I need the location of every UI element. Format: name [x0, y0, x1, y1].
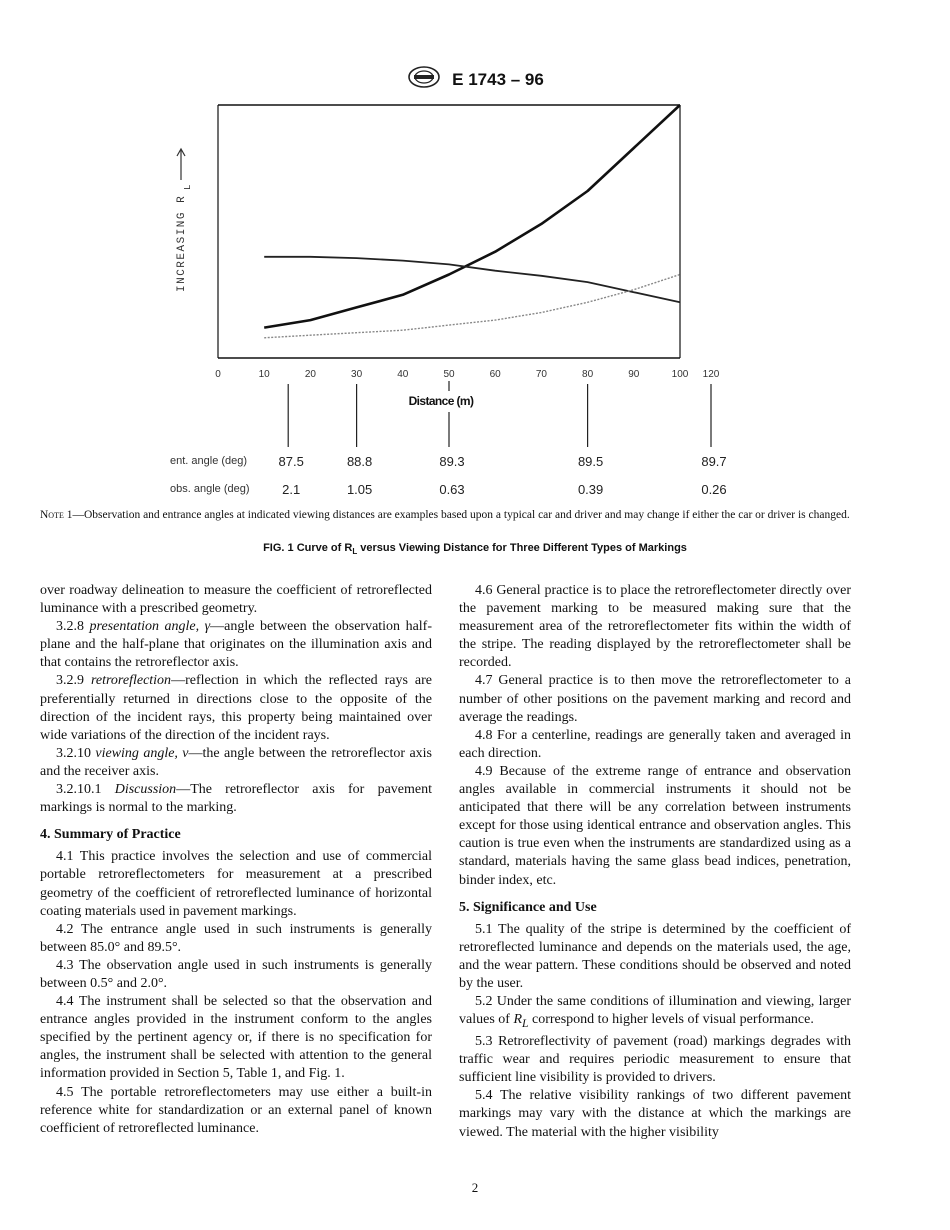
section-4-heading: 4. Summary of Practice [40, 827, 181, 843]
obs-angle-value: 2.1 [282, 482, 301, 497]
obs-angle-value: 0.63 [439, 482, 465, 497]
note-text: —Observation and entrance angles at indicated viewing distances are examples based upon a typical car and driver and may change if either the car or driver is changed. [72, 509, 850, 521]
note-label: Note 1 [40, 509, 73, 521]
obs-angle-value: 0.39 [577, 482, 604, 497]
definition-text: —reflection in which the reflected rays are preferentially returned in directions close to the opposite of the direction of the incident rays, this property being maintained over wide variations of the direction of the incident rays. [40, 673, 433, 743]
paragraph-5-2 [459, 993, 851, 1033]
paragraph-4-4: 4.4 The instrument shall be selected so that the observation and entrance angles provided in the instrument conform to the angles specified by the pertinent agency or, if there is no specification for angles, the instrument shall be selected with attention to the general information provided in Section 5, Table 1, and Fig. 1. [40, 994, 432, 1082]
paragraph-3-2-10 [40, 745, 432, 781]
x-tick-label: 20 [304, 369, 316, 380]
caption-prefix: FIG. 1 Curve of R [263, 542, 353, 554]
paragraph-3-2-9 [40, 672, 432, 744]
ent-angle-value: 87.5 [278, 454, 304, 469]
paragraph-4-8: 4.8 For a centerline, readings are generally taken and averaged in each direction. [459, 727, 851, 761]
ent-angle-row-label: ent. angle (deg) [170, 455, 248, 467]
x-tick-label: 40 [397, 369, 409, 380]
caption-subscript: L [352, 547, 358, 557]
variable-subscript: L [522, 1016, 529, 1030]
paragraph-5-1: 5.1 The quality of the stripe is determined by the coefficient of retroreflected luminance and depends on the materials used, the age, and the wear pattern. These conditions should be observed and noted by the user. [459, 921, 851, 991]
paragraph-5-3: 5.3 Retroreflectivity of pavement (road) markings degrades with traffic wear and requires periodic measurement to ensure that sufficient line visibility is provided to drivers. [459, 1034, 851, 1086]
paragraph-3-2-8 [40, 618, 432, 672]
angle-indicator-lines [288, 381, 711, 447]
defined-term: presentation angle, γ [89, 619, 211, 635]
figure-1-chart [0, 0, 950, 560]
paragraph-5-2-end: correspond to higher levels of visual performance. [528, 1012, 814, 1028]
paragraph-4-2: 4.2 The entrance angle used in such instruments is generally between 85.0° and 89.5°. [40, 921, 432, 955]
definition-text: —The retroreflector axis for pavement markings is normal to the marking. [40, 782, 432, 816]
chart-axes [218, 105, 680, 358]
ent-angle-value: 89.5 [577, 454, 604, 469]
x-tick-label: 80 [582, 369, 594, 380]
ent-angle-value: 89.7 [701, 454, 727, 469]
x-tick-label: 50 [443, 369, 455, 380]
paragraph-5-4: 5.4 The relative visibility rankings of two different pavement markings may vary with the distance at which the markings are viewed. The material with the higher visibility [459, 1088, 851, 1140]
x-tick-label: 0 [215, 369, 221, 380]
obs-angle-row-label: obs. angle (deg) [170, 483, 250, 495]
paragraph-4-5: 4.5 The portable retroreflectometers may use either a built-in reference white for standardization or an external panel of known coefficient of retroreflected luminance. [40, 1084, 432, 1136]
x-tick-label: 100 [671, 369, 689, 380]
defined-term: retroreflection [90, 673, 172, 689]
svg-text:INCREASING R [176, 195, 188, 292]
paragraph-4-7: 4.7 General practice is to then move the retroreflectometer to a number of other positions on the pavement marking and record and average the readings. [459, 673, 851, 725]
y-axis-arrow-icon [177, 149, 185, 180]
definition-text: —the angle between the retroreflector axis and the receiver axis. [40, 745, 432, 779]
page-number: 2 [471, 1180, 479, 1195]
y-axis-label-subscript: L [183, 184, 193, 190]
definition-text: —angle between the observation half-plane and the half-plane that originates on the illumination axis and that contains the retroreflector axis. [40, 619, 433, 671]
figure-caption [0, 542, 950, 556]
defined-term: Discussion [114, 782, 177, 798]
paragraph-4-1: 4.1 This practice involves the selection and use of commercial portable retroreflectometers for measurement at a prescribed geometry of the coefficient of retroreflected luminance of horizontal coating materials used in pavement markings. [40, 849, 432, 919]
paragraph-4-6: 4.6 General practice is to place the retroreflectometer directly over the pavement marking to be measured making sure that the measurement area of the retroreflectometer fits within the width of the stripe. The reading displayed by the retroreflectometer shall be recorded. [459, 583, 851, 671]
defined-term: viewing angle, v [95, 745, 189, 761]
paragraph-5-2-start: 5.2 Under the same conditions of illumination and viewing, larger values of [459, 994, 851, 1028]
obs-angle-value: 1.05 [346, 482, 373, 497]
section-5-heading: 5. Significance and Use [459, 899, 597, 915]
chart-curves [264, 105, 680, 338]
variable-r: R [513, 1012, 522, 1028]
x-tick-label: 70 [535, 369, 547, 380]
x-tick-label: 10 [258, 369, 270, 380]
figure-note [40, 508, 910, 523]
ent-angle-value: 89.3 [439, 454, 465, 469]
paragraph-number: 3.2.8 [56, 619, 90, 635]
angle-values [279, 454, 727, 497]
paragraph-4-9: 4.9 Because of the extreme range of entrance and observation angles available in commercial instruments it should not be anticipated that there will be any correlation between instruments except for those using identical entrance and observation angles. This caution is true even when the instruments are standardized using as a standard, materials having the same glass bead indices, penetration, binder index, etc. [459, 763, 851, 888]
paragraph-continued: over roadway delineation to measure the coefficient of retroreflected luminance with a prescribed geometry. [40, 583, 432, 617]
paragraph-number: 3.2.10 [56, 745, 96, 761]
curve-rising-marking [264, 105, 680, 328]
left-column [40, 582, 432, 1138]
paragraph-number: 3.2.10.1 [56, 782, 115, 798]
ent-angle-value: 88.8 [346, 454, 373, 469]
paragraph-3-2-10-1 [40, 781, 432, 817]
curve-flat-marking [264, 275, 680, 338]
x-tick-label: 60 [489, 369, 501, 380]
paragraph-number: 3.2.9 [56, 673, 91, 689]
x-tick-label: 30 [351, 369, 363, 380]
caption-suffix: versus Viewing Distance for Three Different Types of Markings [357, 542, 687, 554]
right-column [459, 582, 851, 1142]
x-tick-labels [215, 369, 720, 380]
y-axis-label-text: INCREASING R [176, 194, 188, 292]
y-axis-label [176, 195, 188, 292]
paragraph-4-3: 4.3 The observation angle used in such instruments is generally between 0.5° and 2.0°. [40, 957, 432, 991]
x-axis-label: Distance (m) [408, 394, 474, 408]
x-tick-label: 120 [702, 369, 720, 380]
document-designation: E 1743 – 96 [452, 69, 544, 89]
obs-angle-value: 0.26 [701, 482, 727, 497]
x-tick-label: 90 [628, 369, 640, 380]
